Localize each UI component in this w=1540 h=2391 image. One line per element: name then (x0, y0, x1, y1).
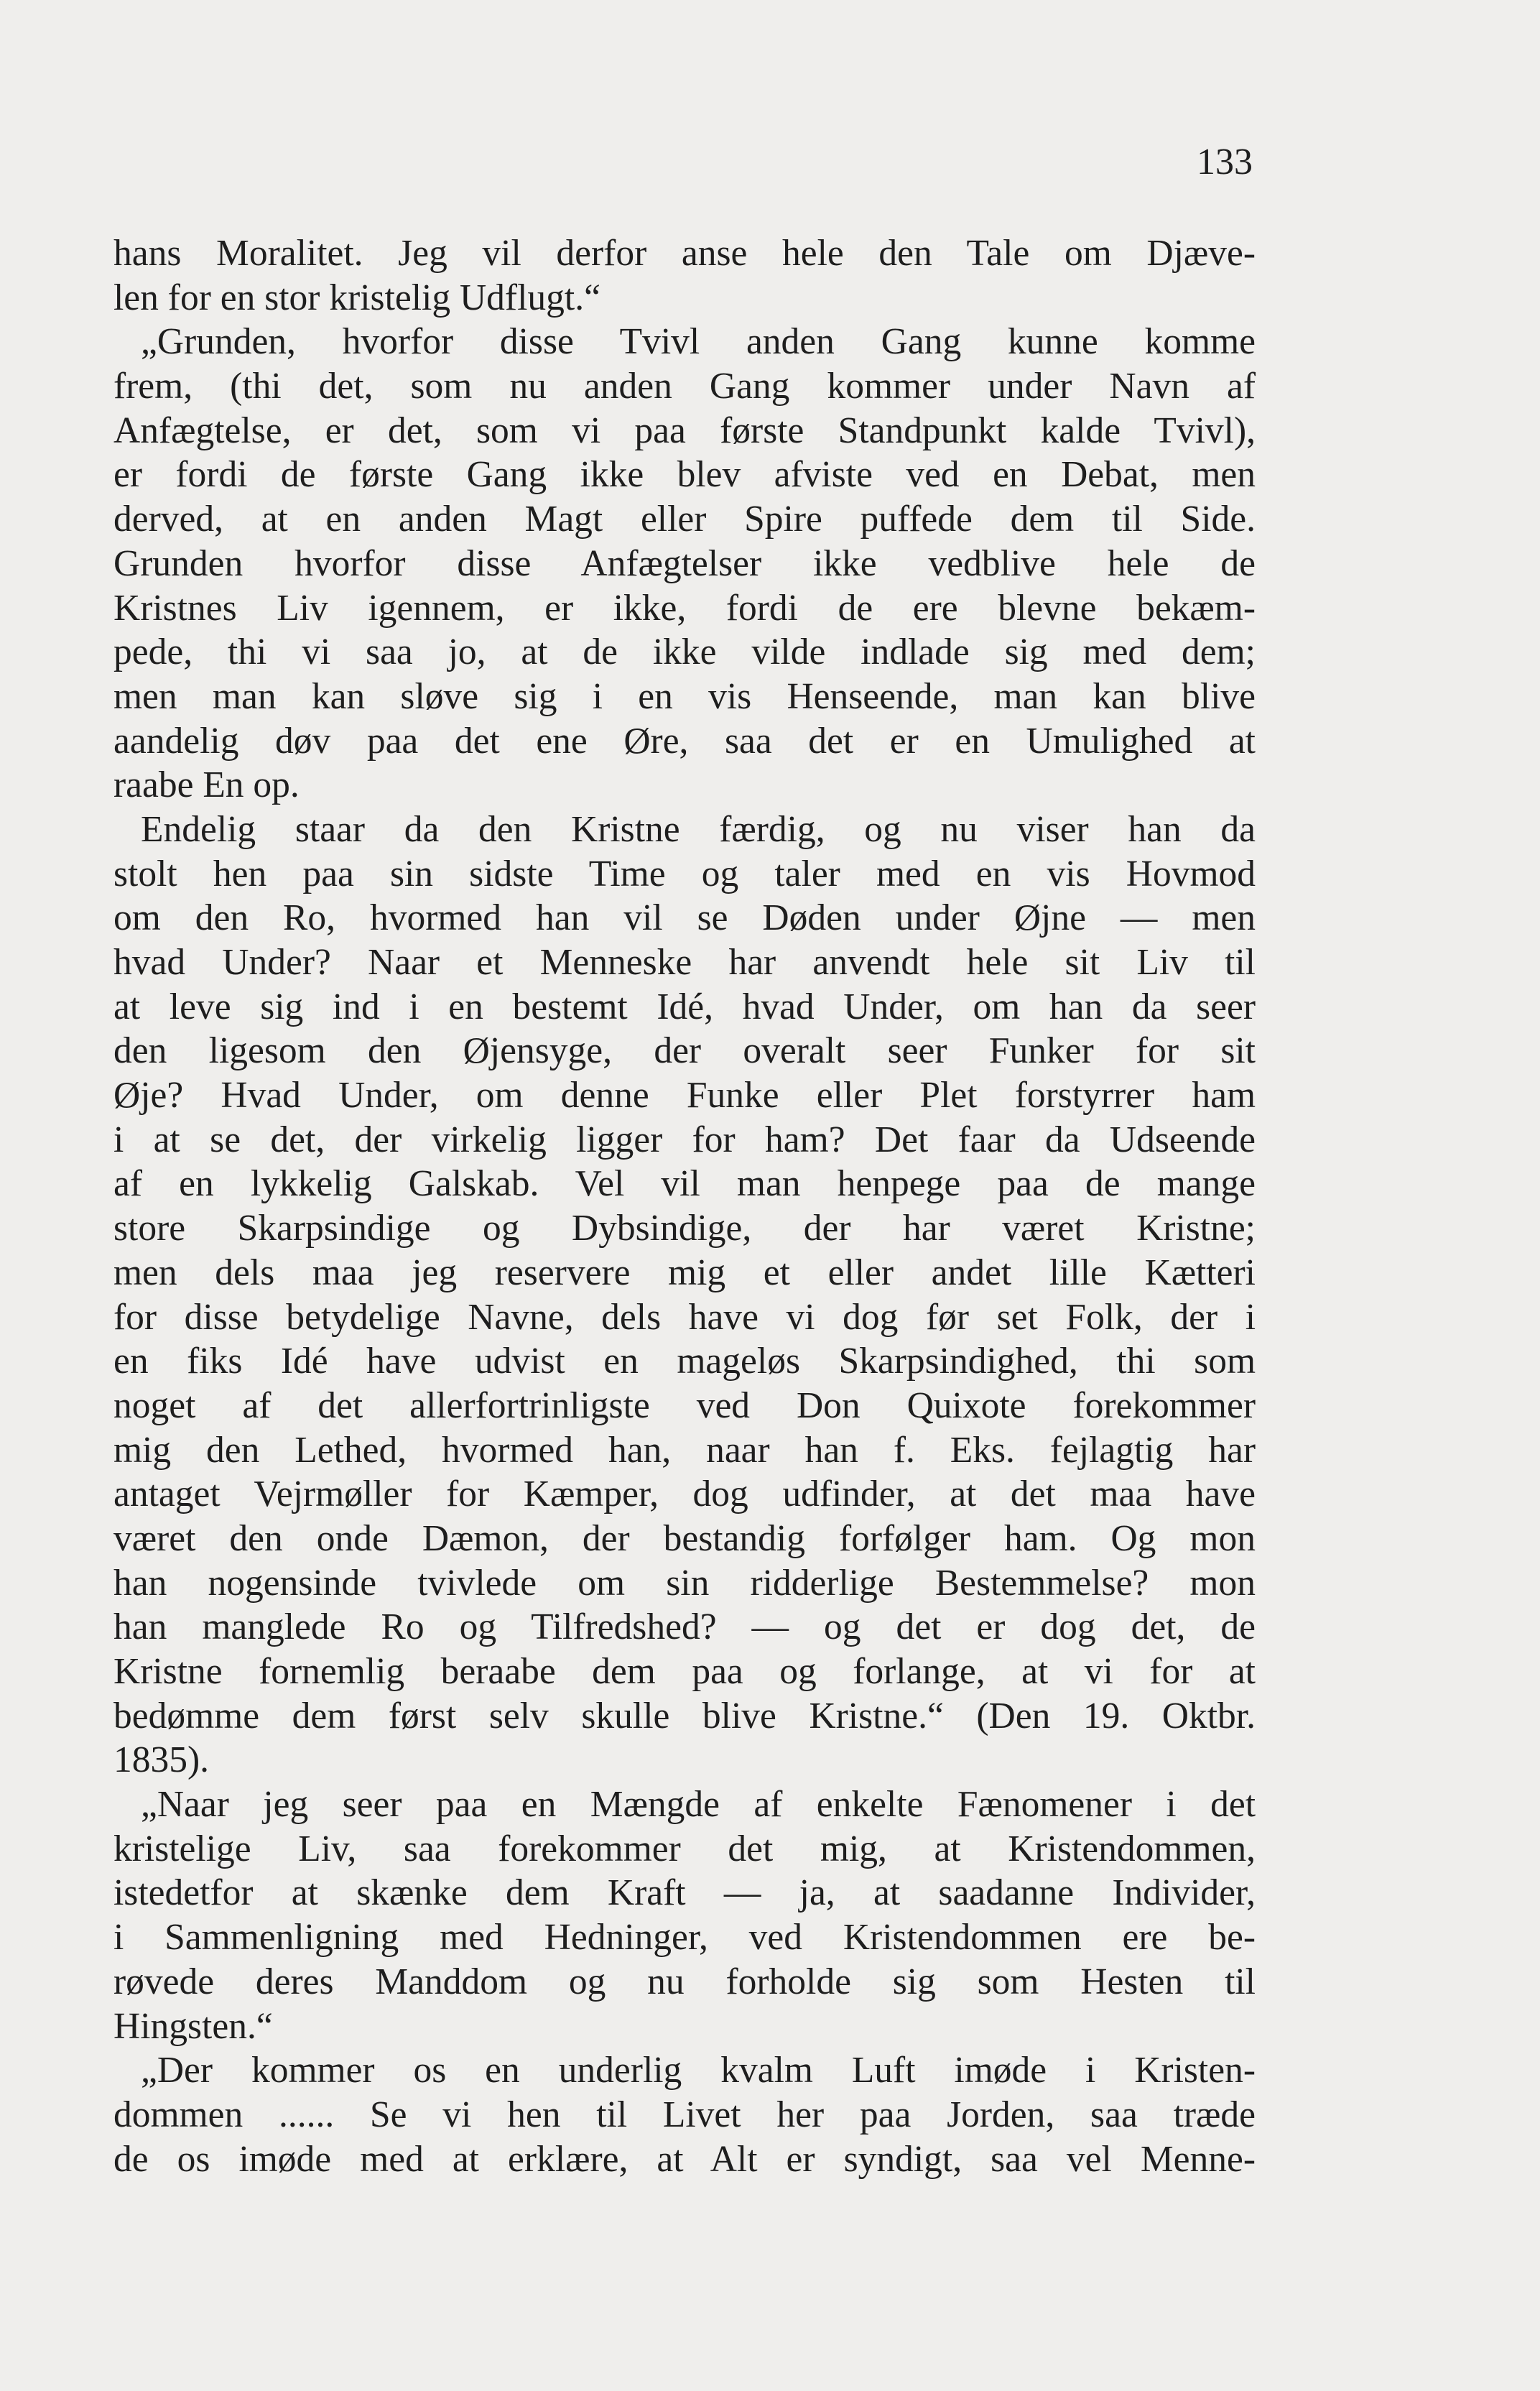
text-line: han nogensinde tvivlede om sin ridderlige Bestemmelse? mon (113, 1562, 1256, 1604)
text-line: en fiks Idé have udvist en mageløs Skarpsindighed, thi som (113, 1341, 1256, 1382)
text-line: om den Ro, hvormed han vil se Døden under Øjne — men (113, 897, 1256, 939)
text-line: hans Moralitet. Jeg vil derfor anse hele den Tale om Djæve- (113, 233, 1256, 274)
text-line: derved, at en anden Magt eller Spire puffede dem til Side. (113, 499, 1256, 540)
text-line: Kristnes Liv igennem, er ikke, fordi de ere blevne bekæm- (113, 587, 1256, 629)
text-line: istedetfor at skænke dem Kraft — ja, at saadanne Individer, (113, 1872, 1256, 1914)
text-line: mig den Lethed, hvormed han, naar han f. Eks. fejlagtig har (113, 1429, 1256, 1471)
text-line: stolt hen paa sin sidste Time og taler med en vis Hovmod (113, 853, 1256, 894)
text-line: hvad Under? Naar et Menneske har anvendt hele sit Liv til (113, 942, 1256, 983)
text-line: den ligesom den Øjensyge, der overalt seer Funker for sit (113, 1030, 1256, 1072)
text-line: for disse betydelige Navne, dels have vi dog før set Folk, der i (113, 1296, 1256, 1338)
text-line: Grunden hvorfor disse Anfægtelser ikke vedblive hele de (113, 542, 1256, 584)
text-line: af en lykkelig Galskab. Vel vil man henpege paa de mange (113, 1163, 1256, 1205)
text-line: røvede deres Manddom og nu forholde sig som Hesten til (113, 1961, 1256, 2002)
text-line: Kristne fornemlig beraabe dem paa og forlange, at vi for at (113, 1651, 1256, 1692)
text-line: 1835). (113, 1739, 210, 1781)
text-line: han manglede Ro og Tilfredshed? — og det er dog det, de (113, 1606, 1256, 1648)
text-line: men man kan sløve sig i en vis Henseende, man kan blive (113, 675, 1256, 717)
page-number: 133 (1197, 142, 1253, 182)
text-line: men dels maa jeg reservere mig et eller andet lille Kætteri (113, 1252, 1256, 1293)
text-line: Endelig staar da den Kristne færdig, og nu viser han da (141, 808, 1256, 850)
text-line: Anfægtelse, er det, som vi paa første Standpunkt kalde Tvivl), (113, 410, 1256, 451)
text-line: antaget Vejrmøller for Kæmper, dog udfinder, at det maa have (113, 1474, 1256, 1515)
text-line: len for en stor kristelig Udflugt.“ (113, 277, 600, 318)
text-line: raabe En op. (113, 764, 300, 806)
text-line: dommen ...... Se vi hen til Livet her paa Jorden, saa træde (113, 2094, 1256, 2135)
text-line: været den onde Dæmon, der bestandig forfølger ham. Og mon (113, 1517, 1256, 1559)
text-line: Hingsten.“ (113, 2005, 273, 2047)
body-text (113, 231, 1256, 2181)
text-line: frem, (thi det, som nu anden Gang kommer under Navn af (113, 366, 1256, 407)
text-line: store Skarpsindige og Dybsindige, der har været Kristne; (113, 1208, 1256, 1249)
text-line: „Grunden, hvorfor disse Tvivl anden Gang kunne komme (141, 321, 1256, 363)
text-line: er fordi de første Gang ikke blev afviste ved en Debat, men (113, 454, 1256, 496)
text-line: „Der kommer os en underlig kvalm Luft imøde i Kristen- (141, 2050, 1256, 2091)
text-line: i Sammenligning med Hedninger, ved Kristendommen ere be- (113, 1917, 1256, 1958)
text-line: kristelige Liv, saa forekommer det mig, at Kristendommen, (113, 1828, 1256, 1869)
text-line: i at se det, der virkelig ligger for ham? Det faar da Udseende (113, 1119, 1256, 1160)
text-line: noget af det allerfortrinligste ved Don Quixote forekommer (113, 1384, 1256, 1426)
text-line: bedømme dem først selv skulle blive Kristne.“ (Den 19. Oktbr. (113, 1695, 1256, 1736)
text-line: „Naar jeg seer paa en Mængde af enkelte Fænomener i det (141, 1784, 1256, 1826)
text-line: pede, thi vi saa jo, at de ikke vilde indlade sig med dem; (113, 632, 1256, 673)
text-line: at leve sig ind i en bestemt Idé, hvad Under, om han da seer (113, 986, 1256, 1027)
text-line: Øje? Hvad Under, om denne Funke eller Plet forstyrrer ham (113, 1075, 1256, 1116)
text-line: de os imøde med at erklære, at Alt er syndigt, saa vel Menne- (113, 2138, 1256, 2180)
text-line: aandelig døv paa det ene Øre, saa det er en Umulighed at (113, 720, 1256, 762)
